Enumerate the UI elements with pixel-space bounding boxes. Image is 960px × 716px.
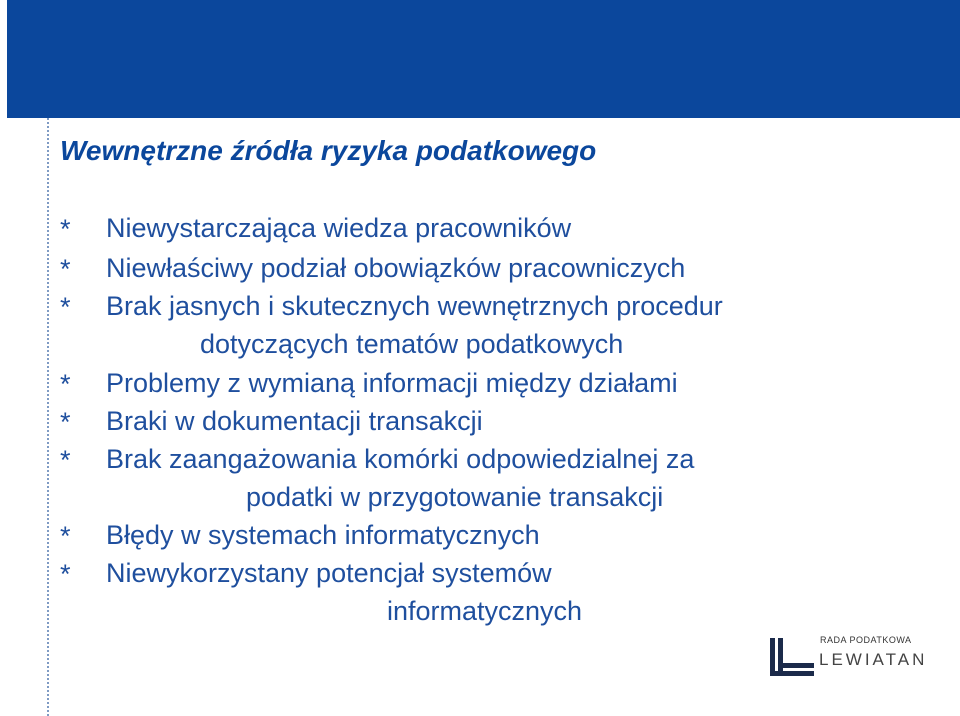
- header-bar: [7, 0, 960, 118]
- bullet-item-7: Błędy w systemach informatycznych: [106, 520, 540, 550]
- bullet-item-3-continuation: dotyczących tematów podatkowych: [200, 329, 624, 359]
- bullet-item-5: Braki w dokumentacji transakcji: [106, 406, 483, 436]
- slide-title: Wewnętrzne źródła ryzyka podatkowego: [60, 135, 597, 166]
- bullet-item-6: Brak zaangażowania komórki odpowiedzialnej za: [106, 444, 695, 474]
- bullet-item-2: Niewłaściwy podział obowiązków pracowniczych: [106, 253, 686, 283]
- bullet-item-8: Niewykorzystany potencjał systemów: [106, 558, 552, 588]
- bullet-star-3: *: [60, 292, 71, 322]
- lewiatan-logo-mark-icon: [768, 634, 816, 680]
- dotted-divider: [47, 118, 49, 716]
- bullet-star-8: *: [60, 559, 71, 589]
- bullet-item-6-continuation: podatki w przygotowanie transakcji: [246, 482, 664, 512]
- bullet-item-1: Niewystarczająca wiedza pracowników: [106, 213, 572, 243]
- bullet-star-1: *: [60, 214, 71, 244]
- bullet-star-2: *: [60, 254, 71, 284]
- bullet-star-7: *: [60, 521, 71, 551]
- logo-wordmark: LEWIATAN: [819, 650, 928, 669]
- bullet-star-4: *: [60, 369, 71, 399]
- bullet-item-4: Problemy z wymianą informacji między działami: [106, 368, 678, 398]
- bullet-star-5: *: [60, 407, 71, 437]
- bullet-star-6: *: [60, 445, 71, 475]
- bullet-item-8-continuation: informatycznych: [387, 596, 583, 626]
- logo-subtitle: RADA PODATKOWA: [820, 635, 912, 645]
- lewiatan-logo: [768, 632, 928, 682]
- bullet-item-3: Brak jasnych i skutecznych wewnętrznych procedur: [106, 291, 723, 321]
